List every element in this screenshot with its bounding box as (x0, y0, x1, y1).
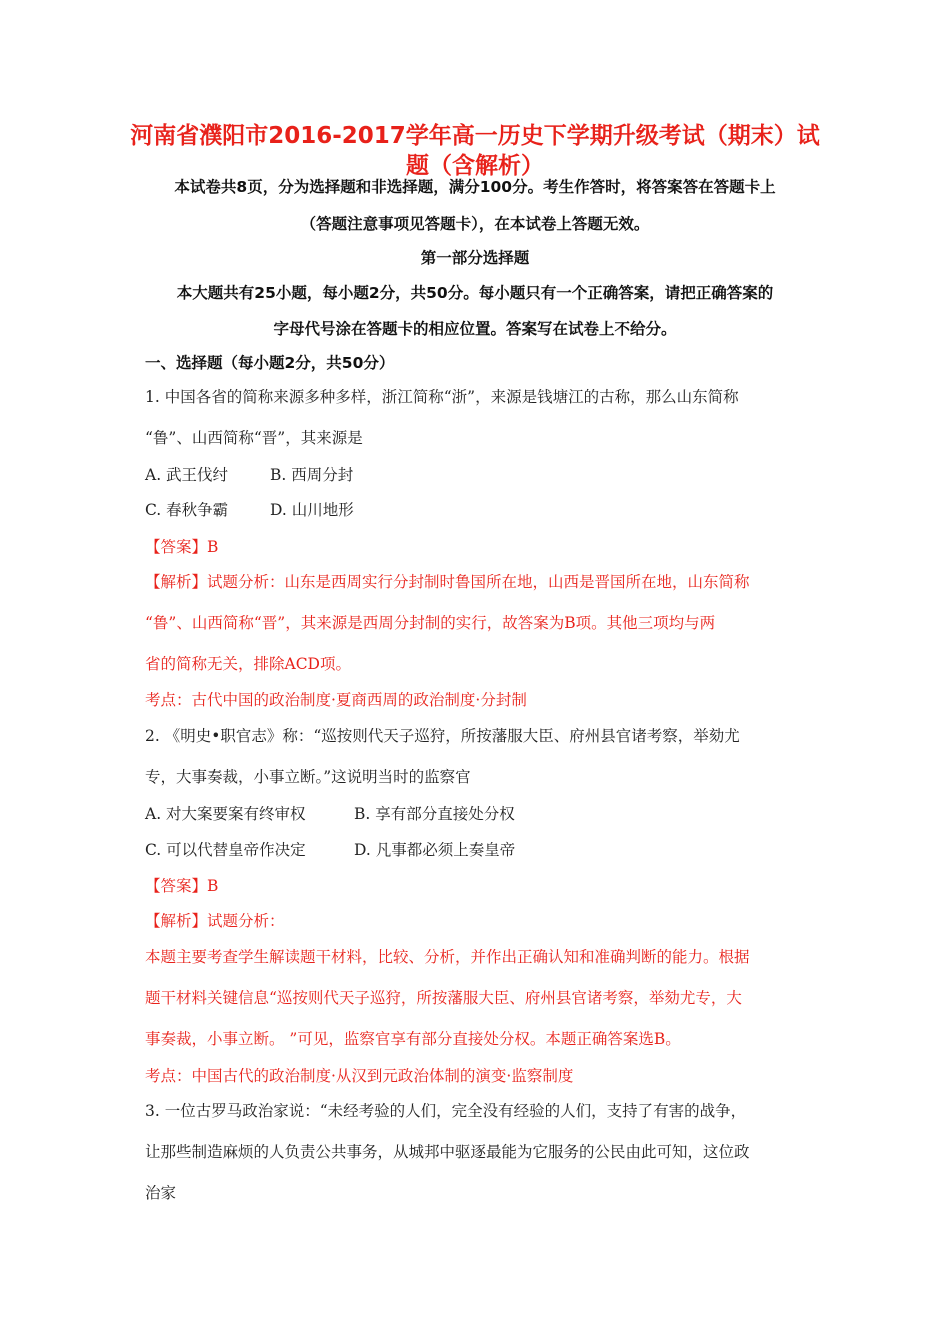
q2-analysis-line-1: 本题主要考查学生解读题干材料，比较、分析，并作出正确认知和准确判断的能力。根据 (145, 948, 750, 966)
q3-stem-line-1: 3. 一位古罗马政治家说：“未经考验的人们，完全没有经验的人们，支持了有害的战争， (145, 1102, 747, 1120)
q1-option-a: A. 武王伐纣 (145, 466, 229, 484)
part1-desc-line-2: 字母代号涂在答题卡的相应位置。答案写在试卷上不给分。 (273, 320, 677, 338)
section-heading: 一、选择题（每小题2分，共50分） (145, 354, 395, 372)
q1-option-d: D. 山川地形 (270, 501, 354, 519)
q1-stem-line-1: 1. 中国各省的简称来源多种多样，浙江简称“浙”，来源是钱塘江的古称，那么山东简称 (145, 388, 739, 406)
intro-line-1: 本试卷共8页，分为选择题和非选择题，满分100分。考生作答时，将答案答在答题卡上 (174, 178, 776, 196)
q1-option-b: B. 西周分封 (270, 466, 354, 484)
q2-analysis-line-2: 题干材料关键信息“巡按则代天子巡狩，所按藩服大臣、府州县官诸考察，举劾尤专，大 (145, 989, 742, 1007)
q2-analysis-head: 【解析】试题分析： (145, 912, 285, 930)
q1-analysis-line-1: 【解析】试题分析：山东是西周实行分封制时鲁国所在地，山西是晋国所在地，山东简称 (145, 573, 750, 591)
q2-option-d: D. 凡事都必须上奏皇帝 (354, 841, 516, 859)
q1-kaodian: 考点：古代中国的政治制度·夏商西周的政治制度·分封制 (145, 691, 527, 709)
q1-analysis-line-2: “鲁”、山西简称“晋”，其来源是西周分封制的实行，故答案为B项。其他三项均与两 (145, 614, 716, 632)
q3-stem-line-2: 让那些制造麻烦的人负责公共事务，从城邦中驱逐最能为它服务的公民由此可知，这位政 (145, 1143, 750, 1161)
q1-stem-line-2: “鲁”、山西简称“晋”，其来源是 (145, 429, 363, 447)
q2-analysis-line-3: 事奏裁，小事立断。 ”可见，监察官享有部分直接处分权。本题正确答案选B。 (145, 1030, 681, 1048)
part1-desc-line-1: 本大题共有25小题，每小题2分，共50分。每小题只有一个正确答案，请把正确答案的 (176, 284, 774, 302)
part1-heading: 第一部分选择题 (420, 249, 530, 267)
q2-option-b: B. 享有部分直接处分权 (354, 805, 515, 823)
title-line-1: 河南省濮阳市2016-2017学年高一历史下学期升级考试（期末）试 (130, 123, 820, 149)
q2-answer: 【答案】B (145, 877, 219, 895)
q2-option-c: C. 可以代替皇帝作决定 (145, 841, 306, 859)
q1-option-c: C. 春秋争霸 (145, 501, 229, 519)
q3-stem-line-3: 治家 (145, 1184, 177, 1202)
q1-analysis-line-3: 省的简称无关，排除ACD项。 (145, 655, 351, 673)
q2-kaodian: 考点：中国古代的政治制度·从汉到元政治体制的演变·监察制度 (145, 1067, 574, 1085)
q2-option-a: A. 对大案要案有终审权 (145, 805, 306, 823)
title-line-2: 题（含解析） (406, 153, 544, 179)
q1-answer: 【答案】B (145, 538, 219, 556)
intro-line-2: （答题注意事项见答题卡），在本试卷上答题无效。 (300, 215, 650, 233)
document-title (100, 121, 850, 181)
q2-stem-line-1: 2. 《明史•职官志》称：“巡按则代天子巡狩，所按藩服大臣、府州县官诸考察，举劾尤 (145, 727, 740, 745)
q2-stem-line-2: 专，大事奏裁，小事立断。”这说明当时的监察官 (145, 768, 471, 786)
